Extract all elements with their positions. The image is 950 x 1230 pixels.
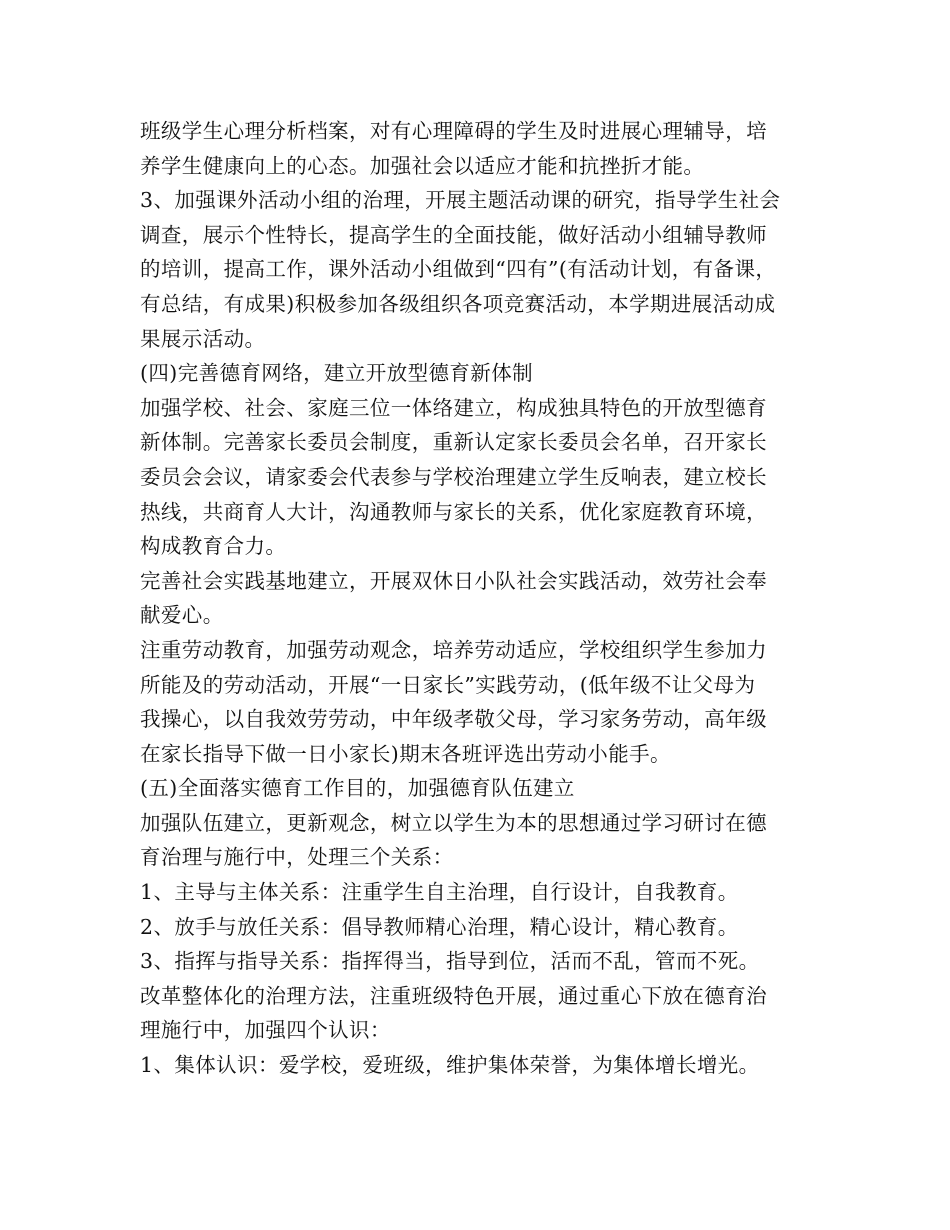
- text-line: 有总结，有成果)积极参加各级组织各项竞赛活动，本学期进展活动成: [140, 291, 776, 316]
- text-line: 新体制。完善家长委员会制度，重新认定家长委员会名单，召开家长: [140, 430, 767, 455]
- list-item: 3、指挥与指导关系：指挥得当，指导到位，活而不乱，管而不死。: [140, 949, 760, 974]
- text-line: 献爱心。: [140, 603, 224, 628]
- list-item: 2、放手与放任关系：倡导教师精心治理，精心设计，精心教育。: [140, 914, 739, 939]
- text-line: 理施行中，加强四个认识：: [140, 1018, 391, 1043]
- text-line: 委员会会议，请家委会代表参与学校治理建立学生反响表，建立校长: [140, 464, 767, 489]
- text-line: 注重劳动教育，加强劳动观念，培养劳动适应，学校组织学生参加力: [140, 637, 767, 662]
- list-item: 1、集体认识：爱学校，爱班级，维护集体荣誉，为集体增长增光。: [140, 1053, 760, 1078]
- text-line: 改革整体化的治理方法，注重班级特色开展，通过重心下放在德育治: [140, 983, 767, 1008]
- text-line: 构成教育合力。: [140, 534, 287, 559]
- text-line: 加强学校、社会、家庭三位一体络建立，构成独具特色的开放型德育: [140, 395, 767, 420]
- text-line: 果展示活动。: [140, 326, 266, 351]
- text-line: 调查，展示个性特长，提高学生的全面技能，做好活动小组辅导教师: [140, 222, 767, 247]
- text-line: 完善社会实践基地建立，开展双休日小队社会实践活动，效劳社会奉: [140, 568, 767, 593]
- section-heading: (四)完善德育网络，建立开放型德育新体制: [140, 361, 533, 386]
- text-line: 加强队伍建立，更新观念，树立以学生为本的思想通过学习研讨在德: [140, 810, 767, 835]
- list-item: 1、主导与主体关系：注重学生自主治理，自行设计，自我教育。: [140, 880, 739, 905]
- document-body: [140, 114, 830, 1083]
- text-line: 热线，共商育人大计，沟通教师与家长的关系，优化家庭教育环境，: [140, 499, 767, 524]
- text-line: 的培训，提高工作，课外活动小组做到“四有”(有活动计划，有备课，: [140, 257, 777, 282]
- section-heading: (五)全面落实德育工作目的，加强德育队伍建立: [140, 776, 575, 801]
- text-line: 3、加强课外活动小组的治理，开展主题活动课的研究，指导学生社会: [140, 188, 781, 213]
- text-line: 所能及的劳动活动，开展“一日家长”实践劳动，(低年级不让父母为: [140, 672, 756, 697]
- text-line: 育治理与施行中，处理三个关系：: [140, 845, 454, 870]
- text-line: 班级学生心理分析档案，对有心理障碍的学生及时进展心理辅导，培: [140, 119, 767, 143]
- text-line: 在家长指导下做一日小家长)期末各班评选出劳动小能手。: [140, 741, 671, 766]
- text-line: 养学生健康向上的心态。加强社会以适应才能和抗挫折才能。: [140, 153, 705, 178]
- text-line: 我操心，以自我效劳劳动，中年级孝敬父母，学习家务劳动，高年级: [140, 707, 767, 732]
